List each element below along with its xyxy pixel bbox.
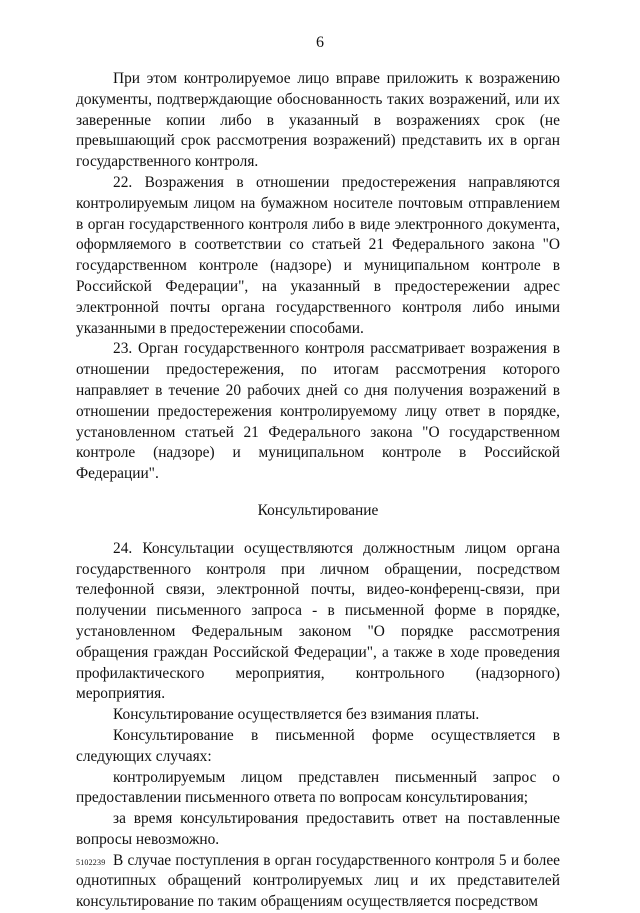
paragraph-free-of-charge: Консультирование осуществляется без взимания платы. [113,706,480,724]
paragraph-written-form-cases: Консультирование в письменной форме осуществляется в следующих случаях: [76,726,560,765]
paragraph-23-review: 23. Орган государственного контроля рассматривает возражения в отношении предостережения, по итогам рассмотрения которого направляет в течение 20 рабочих дней со дня получения возражений в отношении предостережения контролируемому лицу ответ в порядке, установленном статьей 21 Федерального закона "О государственном контроле (надзоре) и муниципальном контроле в Российской Федерации". [76,340,560,483]
paragraph-case-impossible-answer: за время консультирования предоставить ответ на поставленные вопросы невозможно. [76,810,560,848]
paragraph-attach-documents: При этом контролируемое лицо вправе приложить к возражению документы, подтверждающие обоснованность таких возражений, или их заверенные копии либо в указанный в возражениях срок (не превышающий срок рассмотрения возражений) представить их в орган государственного контроля. [76,70,560,171]
footer-document-code: 5102239 [76,858,106,867]
page-number: 6 [316,34,324,51]
section-heading-consulting: Консультирование [257,501,379,519]
paragraph-24-consultations: 24. Консультации осуществляются должностным лицом органа государственного контроля при личном обращении, посредством телефонной связи, электронной почты, видео-конференц-связи, при получении письменного запроса - в письменной форме в порядке, установленном Федеральным законом "О порядке рассмотрения обращения граждан Российской Федерации", а также в ходе проведения профилактического мероприятия, контрольного (надзорного) мероприятия. [76,539,560,703]
paragraph-multiple-requests: В случае поступления в орган государственного контроля 5 и более однотипных обращений контролируемых лиц и их представителей консультирование по таким обращениям осуществляется посредством [76,851,560,911]
document-body [76,69,560,913]
paragraph-22-objections: 22. Возражения в отношении предостережения направляются контролируемым лицом на бумажном носителе почтовым отправлением в орган государственного контроля либо в виде электронного документа, оформляемого в соответствии со статьей 21 Федерального закона "О государственном контроле (надзоре) и муниципальном контроле в Российской Федерации", на указанный в предостережении адрес электронной почты органа государственного контроля либо иными указанными в предостережении способами. [76,173,560,337]
paragraph-case-written-request: контролируемым лицом представлен письменный запрос о предоставлении письменного ответа по вопросам консультирования; [76,768,560,807]
